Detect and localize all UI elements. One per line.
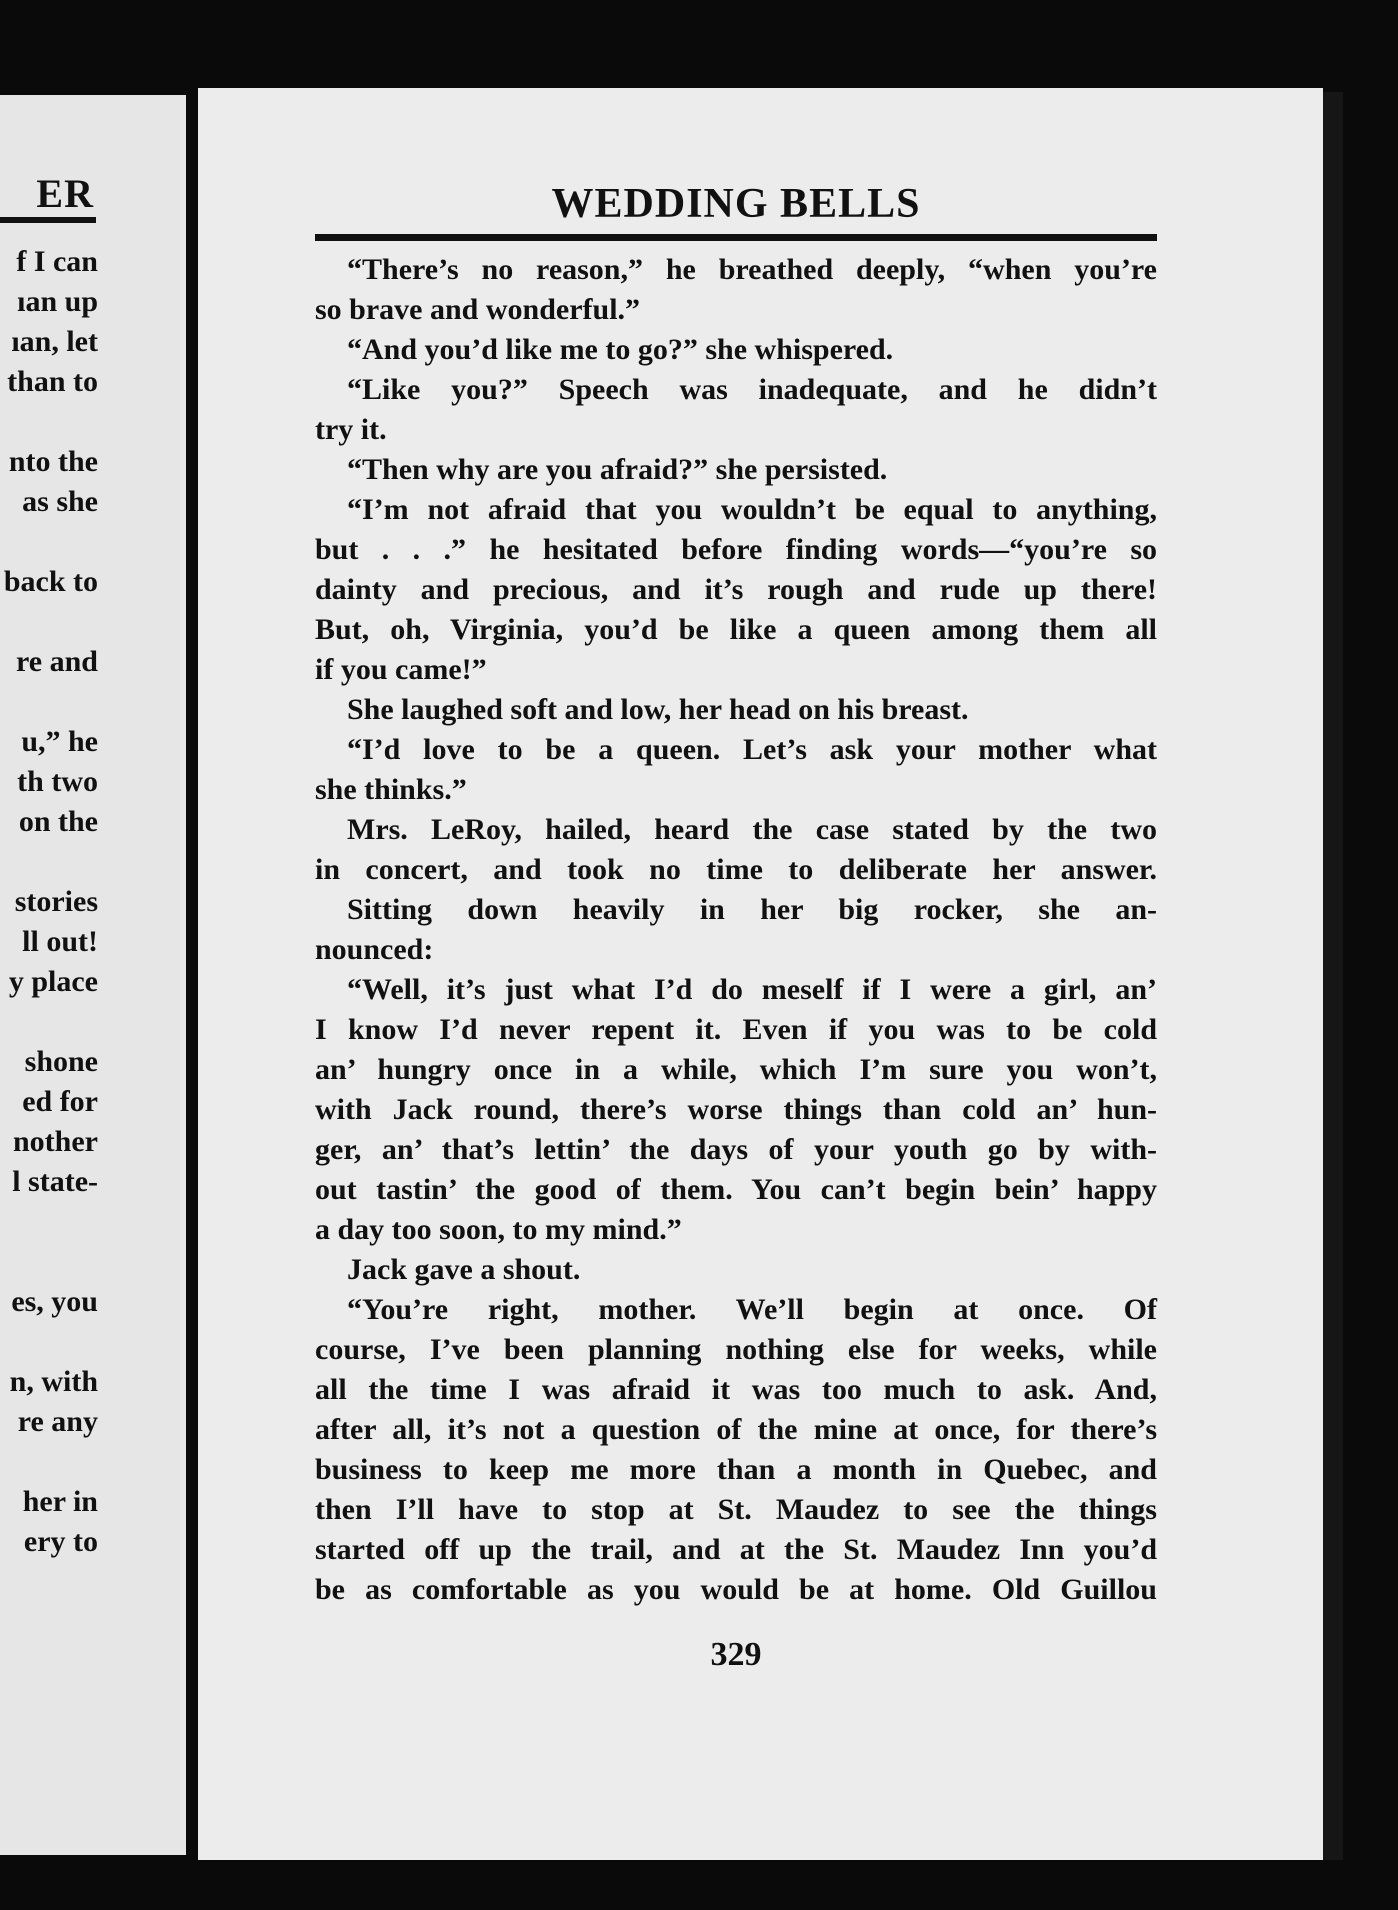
text-line: all the time I was afraid it was too much to ask. And, <box>315 1373 1157 1406</box>
left-page-fragment: u,” he <box>21 725 98 758</box>
body-text <box>315 250 1157 1610</box>
left-page-fragment: as she <box>22 485 98 518</box>
page-number: 329 <box>710 1636 762 1673</box>
header-rule <box>315 234 1157 241</box>
text-line: But, oh, Virginia, you’d be like a queen among them all <box>315 613 1157 646</box>
text-line: started off up the trail, and at the St. Maudez Inn you’d <box>315 1533 1157 1566</box>
left-page-fragment: ıan up <box>17 285 98 318</box>
text-line: so brave and wonderful.” <box>315 293 641 326</box>
left-page-fragment: es, you <box>11 1285 98 1318</box>
left-page-fragment: nother <box>13 1125 98 1158</box>
left-page-fragment: n, with <box>9 1365 98 1398</box>
text-line: she thinks.” <box>315 773 467 806</box>
text-line: course, I’ve been planning nothing else for weeks, while <box>315 1333 1157 1366</box>
text-line: I know I’d never repent it. Even if you was to be cold <box>315 1013 1157 1046</box>
left-page-header: ER <box>36 171 94 216</box>
book-spine <box>186 85 198 1865</box>
left-page-fragment: ery to <box>23 1525 98 1558</box>
text-line: dainty and precious, and it’s rough and rude up there! <box>315 573 1157 606</box>
text-line: an’ hungry once in a while, which I’m sure you won’t, <box>315 1053 1157 1086</box>
text-line: business to keep me more than a month in Quebec, and <box>315 1453 1157 1486</box>
running-header: WEDDING BELLS <box>551 181 921 227</box>
text-line: “I’m not afraid that you wouldn’t be equal to anything, <box>347 493 1157 526</box>
text-line: “I’d love to be a queen. Let’s ask your mother what <box>347 733 1157 766</box>
text-line: then I’ll have to stop at St. Maudez to see the things <box>315 1493 1157 1526</box>
text-line: “You’re right, mother. We’ll begin at once. Of <box>347 1293 1157 1326</box>
text-line: Jack gave a shout. <box>347 1253 581 1286</box>
left-page-fragment: ed for <box>22 1085 98 1118</box>
text-line: in concert, and took no time to deliberate her answer. <box>315 853 1157 886</box>
left-page <box>0 95 190 1855</box>
left-page-fragment: on the <box>18 805 98 838</box>
left-page-header-rule <box>0 217 96 223</box>
text-line: if you came!” <box>315 653 487 686</box>
text-line: after all, it’s not a question of the mine at once, for there’s <box>315 1413 1157 1446</box>
left-page-fragment: her in <box>22 1485 98 1518</box>
text-line: “Like you?” Speech was inadequate, and he didn’t <box>347 373 1157 406</box>
text-line: She laughed soft and low, her head on his breast. <box>347 693 969 726</box>
text-line: but . . .” he hesitated before finding words—“you’re so <box>315 533 1157 566</box>
text-line: “There’s no reason,” he breathed deeply, “when you’re <box>347 253 1157 286</box>
text-line: Sitting down heavily in her big rocker, she an- <box>347 893 1157 926</box>
left-page-fragment: ll out! <box>22 925 98 958</box>
left-page-fragment: back to <box>3 565 98 598</box>
page-edge-shadow <box>1323 92 1343 1860</box>
text-line: “Then why are you afraid?” she persisted. <box>347 453 888 486</box>
left-page-fragment: y place <box>8 965 98 998</box>
text-line: “And you’d like me to go?” she whispered. <box>347 333 894 366</box>
left-page-fragment: shone <box>24 1045 98 1078</box>
left-page-fragment: ıan, let <box>11 325 98 358</box>
text-line: Mrs. LeRoy, hailed, heard the case stated by the two <box>347 813 1157 846</box>
text-line: nounced: <box>315 933 434 966</box>
left-page-fragment: l state- <box>12 1165 98 1198</box>
left-page-fragment: f I can <box>16 245 98 278</box>
left-page-fragment: th two <box>17 765 98 798</box>
left-page-fragment: re and <box>16 645 98 678</box>
left-page-fragment: nto the <box>8 445 98 478</box>
right-page <box>198 88 1323 1860</box>
text-line: be as comfortable as you would be at home. Old Guillou <box>315 1573 1157 1606</box>
left-page-fragment: than to <box>7 365 98 398</box>
text-line: out tastin’ the good of them. You can’t begin bein’ happy <box>315 1173 1157 1206</box>
text-line: with Jack round, there’s worse things than cold an’ hun- <box>315 1093 1157 1126</box>
left-page-fragment: stories <box>14 885 98 918</box>
left-page-fragment: re any <box>17 1405 98 1438</box>
text-line: try it. <box>315 413 387 446</box>
text-line: ger, an’ that’s lettin’ the days of your youth go by with- <box>315 1133 1157 1166</box>
text-line: “Well, it’s just what I’d do meself if I were a girl, an’ <box>347 973 1157 1006</box>
text-line: a day too soon, to my mind.” <box>315 1213 682 1246</box>
